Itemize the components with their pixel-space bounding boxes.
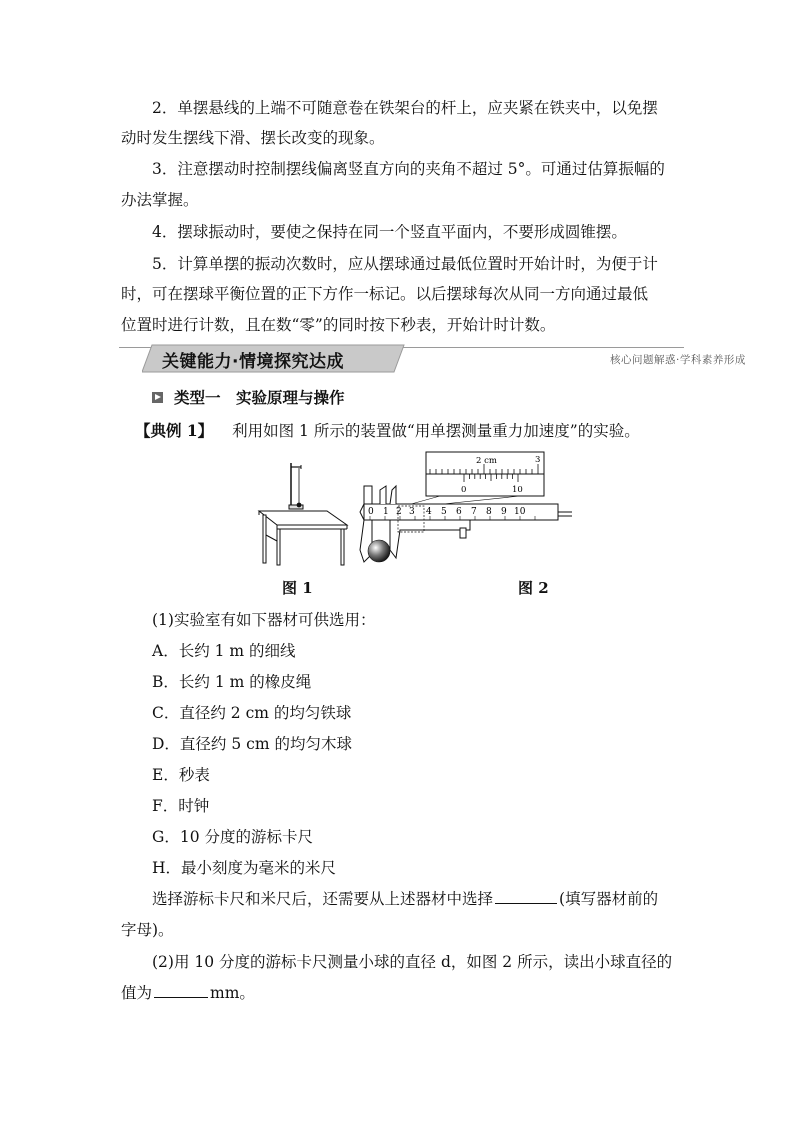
note-3-line-1: 3．注意摆动时控制摆线偏离竖直方向的夹角不超过 5°。可通过估算振幅的 [152, 160, 665, 178]
note-2-line-1: 2．单摆悬线的上端不可随意卷在铁架台的杆上，应夹紧在铁夹中，以免摆 [152, 99, 658, 117]
caliper-ball [368, 540, 390, 562]
main-digit-0: 0 [368, 507, 374, 517]
main-digit-4: 4 [426, 507, 432, 517]
example-text: 利用如图 1 所示的装置做“用单摆测量重力加速度”的实验。 [232, 422, 640, 440]
example-tag: 【典例 1】 [135, 421, 214, 440]
question-1-ask-line2: 字母)。 [121, 921, 174, 939]
question-2-post: mm。 [210, 984, 255, 1002]
main-digit-9: 9 [501, 507, 507, 517]
inset-right-digit: 3 [535, 455, 541, 465]
banner-subtitle: 核心问题解惑·学科素养形成 [610, 354, 746, 366]
main-digit-6: 6 [456, 507, 462, 517]
option-f: F．时钟 [152, 797, 210, 815]
play-triangle-icon [152, 392, 163, 403]
figure-1-caption: 图 1 [282, 579, 313, 597]
note-5-line-3: 位置时进行计数，且在数“零”的同时按下秒表，开始计时计数。 [121, 316, 556, 334]
note-4-line-1: 4．摆球振动时，要使之保持在同一个竖直平面内，不要形成圆锥摆。 [152, 223, 627, 241]
option-e: E．秒表 [152, 766, 210, 784]
figure-2-caption: 图 2 [518, 579, 549, 597]
question-2-pre: 值为 [121, 984, 153, 1002]
question-1-ask-part1: 选择游标卡尺和米尺后，还需要从上述器材中选择 [152, 890, 494, 908]
main-digit-1: 1 [383, 507, 389, 517]
section-banner [142, 343, 410, 374]
option-a: A．长约 1 m 的细线 [152, 642, 296, 660]
note-5-line-2: 时，可在摆球平衡位置的正下方作一标记。以后摆球每次从同一方向通过最低 [121, 285, 649, 303]
question-2-line-1: (2)用 10 分度的游标卡尺测量小球的直径 d，如图 2 所示，读出小球直径的 [152, 953, 673, 971]
note-5-line-1: 5．计算单摆的振动次数时，应从摆球通过最低位置时开始计时，为便于计 [152, 255, 658, 273]
figure-2-vernier-caliper [350, 450, 572, 570]
answer-blank-1[interactable] [495, 889, 557, 904]
option-g: G．10 分度的游标卡尺 [152, 828, 314, 846]
question-2-line-2 [121, 983, 255, 1003]
example-line [135, 421, 640, 441]
question-1-ask [152, 889, 658, 909]
inset-unit-label: 2 cm [476, 456, 497, 466]
banner-title: 关键能力·情境探究达成 [162, 352, 344, 372]
option-b: B．长约 1 m 的橡皮绳 [152, 673, 312, 691]
main-digit-7: 7 [471, 507, 477, 517]
main-digit-5: 5 [441, 507, 447, 517]
question-1-ask-part2: (填写器材前的 [559, 890, 659, 908]
answer-blank-2[interactable] [154, 983, 208, 998]
figure-1-pendulum [255, 455, 351, 567]
note-3-line-2: 办法掌握。 [121, 191, 199, 209]
option-c: C．直径约 2 cm 的均匀铁球 [152, 704, 352, 722]
type-heading: 类型一 实验原理与操作 [174, 388, 345, 407]
option-h: H．最小刻度为毫米的米尺 [152, 859, 337, 877]
question-1-stem: (1)实验室有如下器材可供选用： [152, 611, 376, 629]
main-digit-10: 10 [514, 507, 526, 517]
option-d: D．直径约 5 cm 的均匀木球 [152, 735, 352, 753]
note-2-line-2: 动时发生摆线下滑、摆长改变的现象。 [121, 129, 385, 147]
inset-vernier-zero: 0 [461, 485, 467, 495]
inset-vernier-ten: 10 [512, 485, 523, 495]
main-digit-2: 2 [396, 507, 402, 517]
main-digit-8: 8 [486, 507, 492, 517]
main-digit-3: 3 [409, 507, 415, 517]
